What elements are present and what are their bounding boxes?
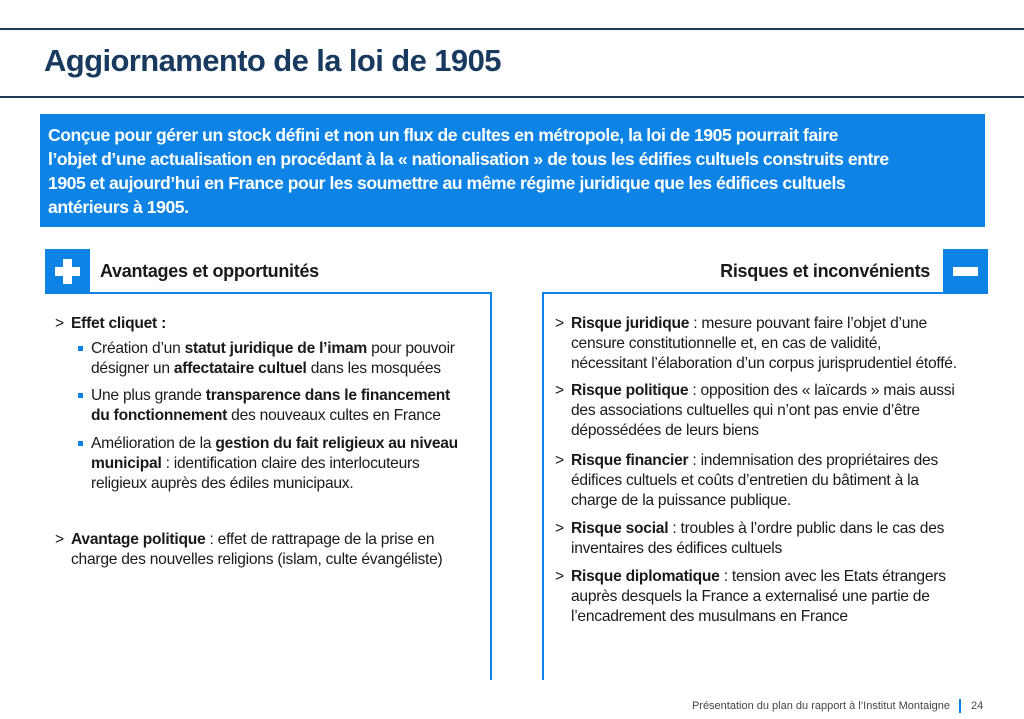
square-bullet-icon (78, 393, 83, 398)
gt-marker: > (555, 568, 564, 585)
summary-banner (40, 114, 985, 227)
footer-text: Présentation du plan du rapport à l’Institut Montaigne (691, 700, 950, 712)
effet-cliquet-title (55, 314, 167, 334)
gt-marker: > (555, 520, 564, 537)
advantages-heading: Avantages et opportunités (100, 261, 319, 281)
gt-marker: > (55, 531, 64, 548)
list-item: > Risque juridique : mesure pouvant faire l’objet d’une censure constitutionnelle et, en cas de validité, nécessitant l’élaboration d’un corpus jurisprudentiel étoffé. (555, 315, 957, 372)
list-item: > Risque financier : indemnisation des propriétaires des édifices cultuels et coûts d’entretien du bâtiment à la charge de la puissance publique. (555, 452, 938, 509)
square-bullet-icon (78, 346, 83, 351)
gt-marker: > (555, 315, 564, 332)
left-column-frame-side (490, 292, 492, 680)
list-item: > Risque social : troubles à l’ordre public dans le cas des inventaires des édifices cultuels (555, 520, 945, 557)
footer-divider (959, 699, 961, 713)
list-item: > Risque politique : opposition des « laïcards » mais aussi des associations cultuelles qui n’ont pas envie d’être dépossédées de leurs biens (555, 382, 955, 439)
banner-line: antérieurs à 1905. (48, 197, 189, 217)
banner-line: l’objet d’une actualisation en procédant à la « nationalisation » de tous les édifies cultuels construits entre (48, 149, 889, 169)
risks-heading: Risques et inconvénients (720, 261, 930, 281)
right-column-frame-top (542, 292, 988, 294)
top-rule (0, 28, 1024, 30)
minus-icon (943, 249, 988, 294)
banner-line: Conçue pour gérer un stock défini et non un flux de cultes en métropole, la loi de 1905 pourrait faire (48, 125, 838, 145)
gt-marker: > (555, 452, 564, 469)
page-title: Aggiornamento de la loi de 1905 (44, 43, 501, 78)
list-item: Création d’un statut juridique de l’imam pour pouvoir désigner un affectataire cultuel dans les mosquées (91, 339, 455, 379)
right-column-frame-side (542, 292, 544, 680)
banner-line: 1905 et aujourd’hui en France pour les soumettre au même régime juridique que les édifices cultuels (48, 173, 846, 193)
list-item: > Avantage politique : effet de rattrapage de la prise en charge des nouvelles religions (islam, culte évangéliste) (55, 531, 443, 568)
gt-marker: > (55, 315, 64, 332)
title-rule (0, 96, 1024, 98)
list-item: Amélioration de la gestion du fait religieux au niveau municipal : identification claire des interlocuteurs religieux auprès des édiles municipaux. (91, 434, 458, 494)
plus-icon (45, 249, 90, 294)
gt-marker: > (555, 382, 564, 399)
page-number: 24 (971, 700, 984, 712)
square-bullet-icon (78, 441, 83, 446)
list-item: Une plus grande transparence dans le financement du fonctionnement des nouveaux cultes en France (91, 386, 450, 426)
left-column-frame-top (45, 292, 492, 294)
effet-cliquet-label: Effet cliquet : (71, 315, 167, 332)
list-item: > Risque diplomatique : tension avec les Etats étrangers auprès desquels la France a externalisé une partie de l’encadrement des musulmans en France (555, 568, 946, 625)
